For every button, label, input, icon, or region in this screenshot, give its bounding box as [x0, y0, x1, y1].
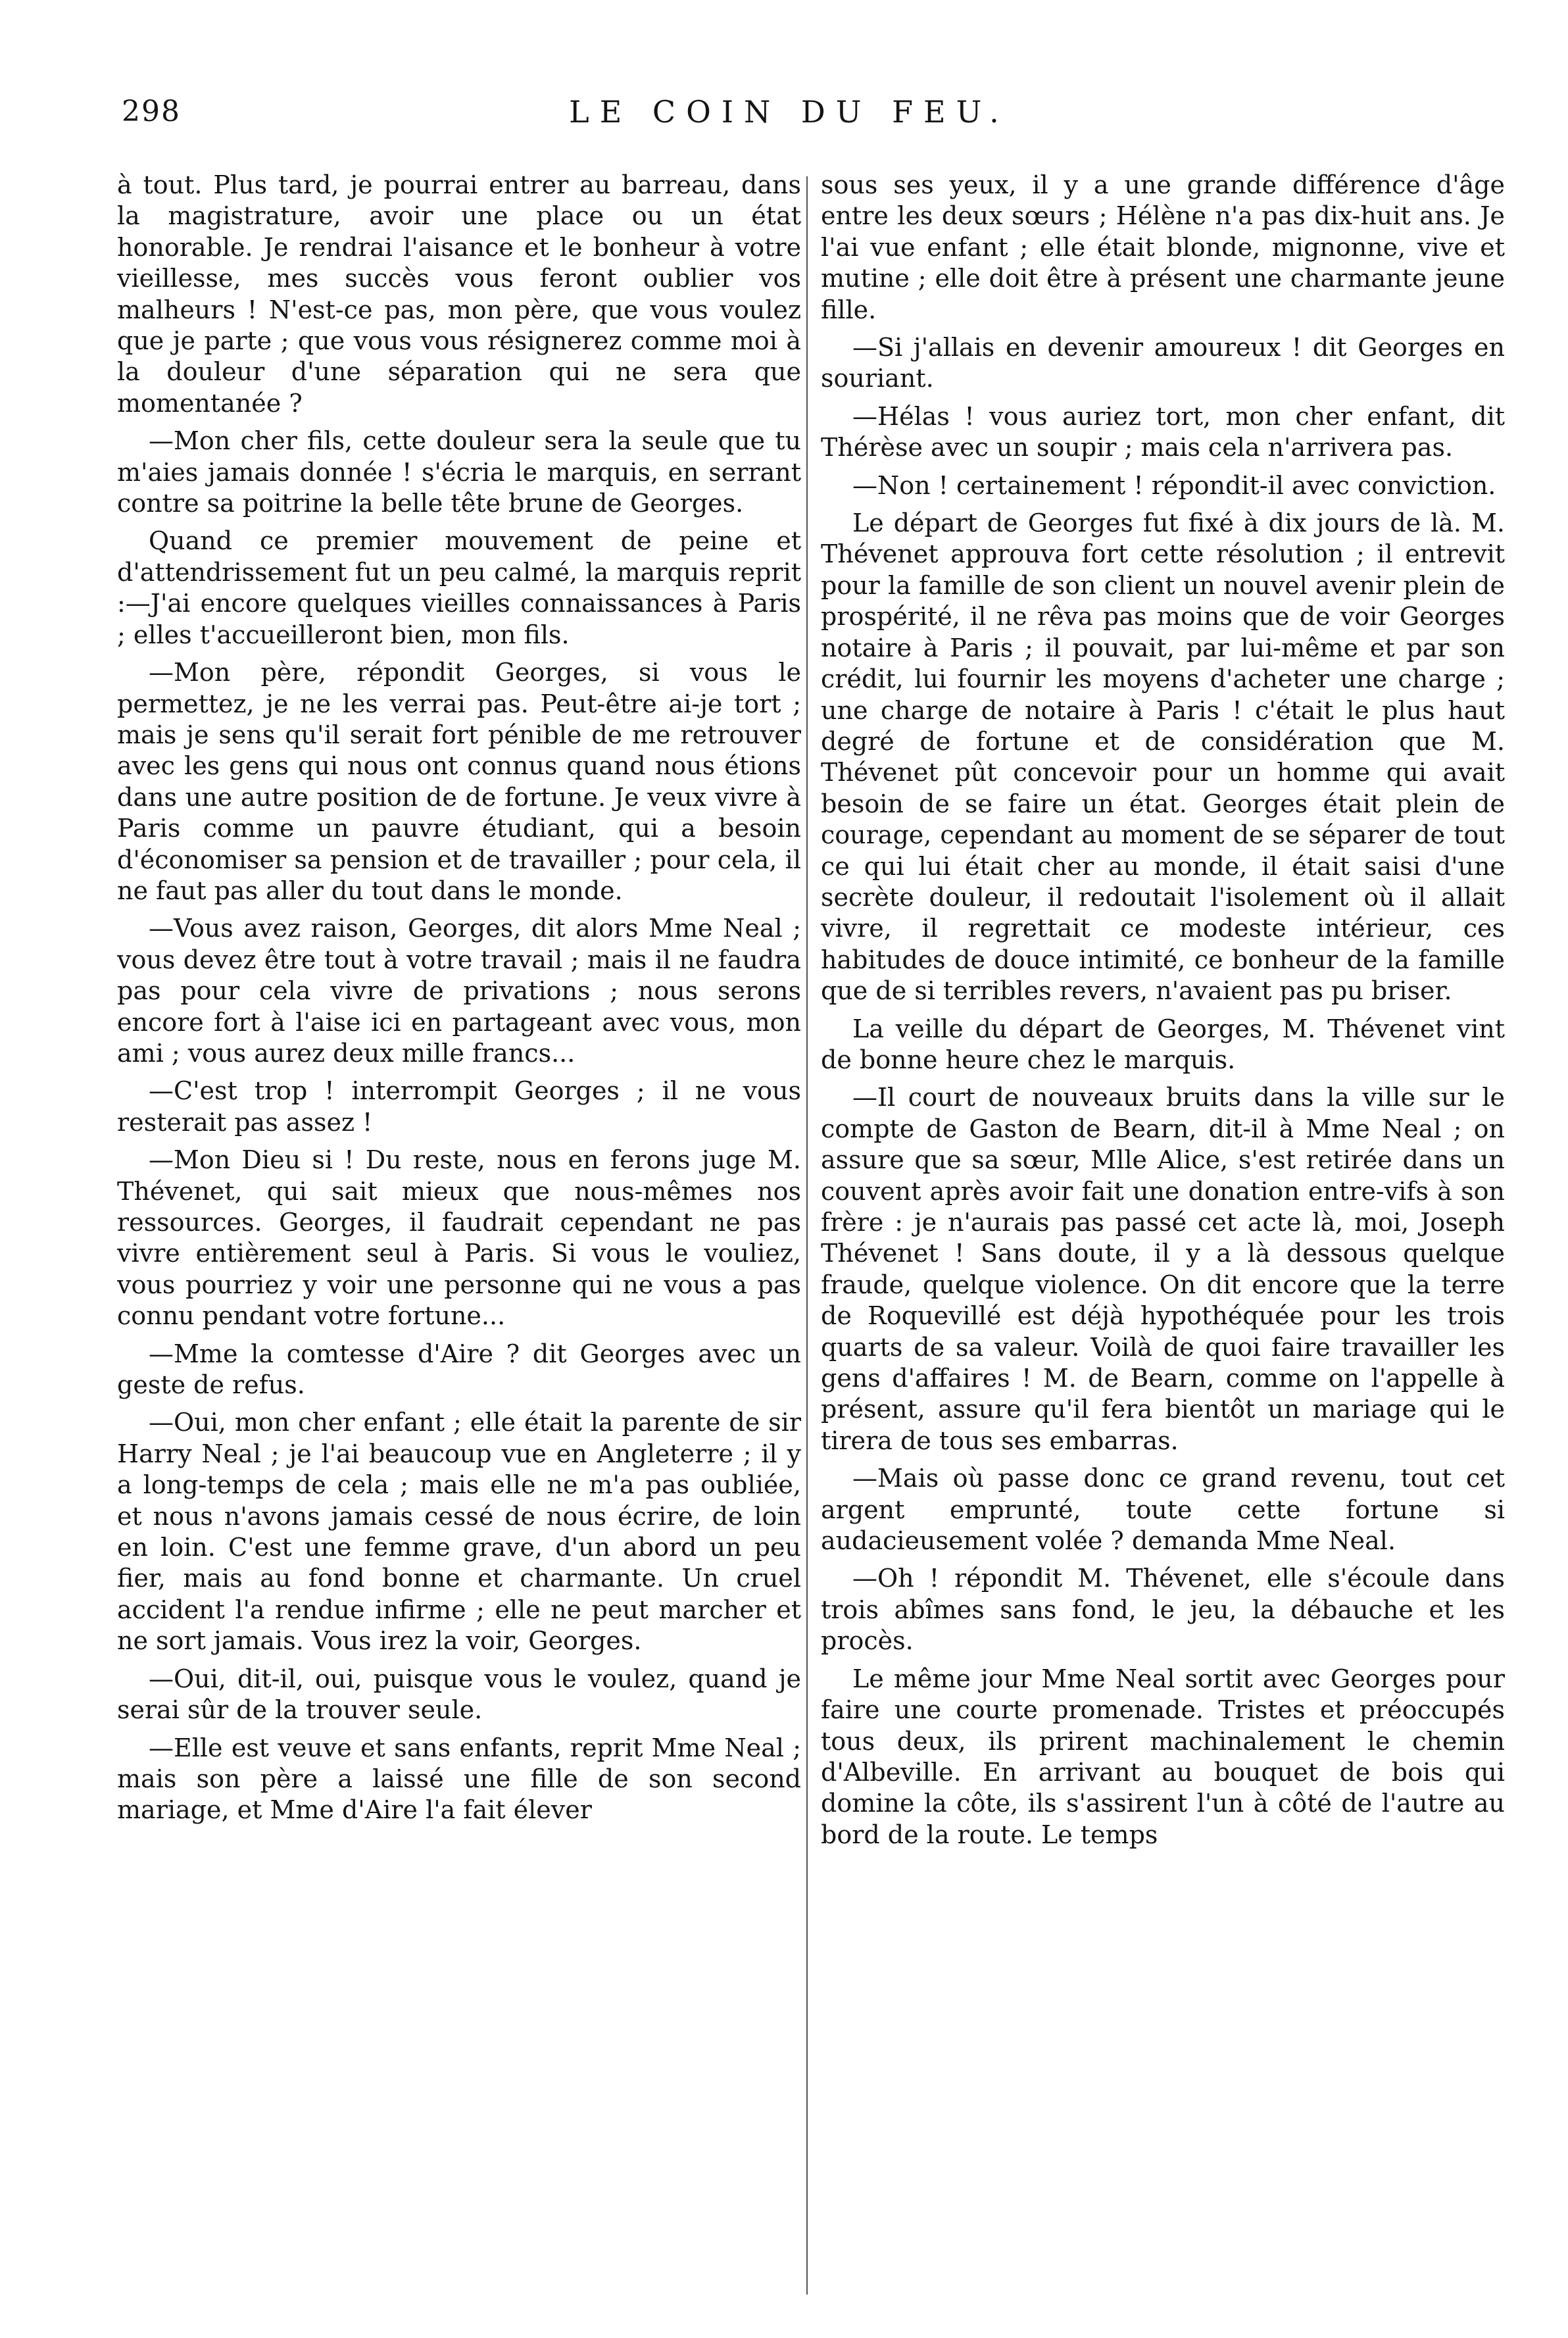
paragraph: —C'est trop ! interrompit Georges ; il ne vous resterait pas assez ! [117, 1076, 801, 1137]
paragraph: —Mais où passe donc ce grand revenu, tout cet argent emprunté, toute cette fortune si audacieusement volée ? demanda Mme Neal. [821, 1464, 1505, 1556]
running-title: LE COIN DU FEU. [569, 94, 1010, 130]
column-divider [806, 176, 808, 2295]
paragraph: —Elle est veuve et sans enfants, reprit Mme Neal ; mais son père a laissé une fille de son second mariage, et Mme d'Aire l'a fait élever [117, 1733, 801, 1825]
right-column [821, 170, 1505, 2314]
paragraph: à tout. Plus tard, je pourrai entrer au barreau, dans la magistrature, avoir une place ou un état honorable. Je rendrai l'aisance et le bonheur à votre vieillesse, mes succès vous feront oublier vos malheurs ! N'est-ce pas, mon père, que vous voulez que je parte ; que vous vous résignerez comme moi à la douleur d'une séparation qui ne sera que momentanée ? [117, 170, 801, 418]
paragraph: La veille du départ de Georges, M. Thévenet vint de bonne heure chez le marquis. [821, 1014, 1505, 1074]
paragraph: —Hélas ! vous auriez tort, mon cher enfant, dit Thérèse avec un soupir ; mais cela n'arrivera pas. [821, 401, 1505, 462]
paragraph: sous ses yeux, il y a une grande différence d'âge entre les deux sœurs ; Hélène n'a pas dix-huit ans. Je l'ai vue enfant ; elle était blonde, mignonne, vive et mutine ; elle doit être à présent une charmante jeune fille. [821, 170, 1505, 324]
paragraph: —Vous avez raison, Georges, dit alors Mme Neal ; vous devez être tout à votre travail ; mais il ne faudra pas pour cela vivre de privations ; nous serons encore fort à l'aise ici en partageant avec vous, mon ami ; vous aurez deux mille francs... [117, 914, 801, 1068]
paragraph: —Mme la comtesse d'Aire ? dit Georges avec un geste de refus. [117, 1339, 801, 1400]
paragraph: —Non ! certainement ! répondit-il avec conviction. [852, 470, 1496, 500]
paragraph: —Si j'allais en devenir amoureux ! dit Georges en souriant. [821, 333, 1505, 393]
paragraph: —Il court de nouveaux bruits dans la ville sur le compte de Gaston de Bearn, dit-il à Mme Neal ; on assure que sa sœur, Mlle Alice, s'est retirée dans un couvent après avoir fait une donation entre-vifs à son frère : je n'aurais pas passé cet acte là, moi, Joseph Thévenet ! Sans doute, il y a là dessous quelque fraude, quelque violence. On dit encore que la terre de Roquevillé est déjà hypothéquée pour les trois quarts de sa valeur. Voilà de quoi faire travailler les gens d'affaires ! M. de Bearn, comme on l'appelle à présent, assure qu'il fera bientôt un mariage qui le tirera de tous ses embarras. [821, 1083, 1505, 1455]
paragraph: —Oui, dit-il, oui, puisque vous le voulez, quand je serai sûr de la trouver seule. [117, 1664, 801, 1725]
paragraph: Le même jour Mme Neal sortit avec Georges pour faire une courte promenade. Tristes et préoccupés tous deux, ils prirent machinalement le chemin d'Albeville. En arrivant au bouquet de bois qui domine la côte, ils s'assirent l'un à côté de l'autre au bord de la route. Le temps [821, 1664, 1505, 1849]
paragraph: —Oui, mon cher enfant ; elle était la parente de sir Harry Neal ; je l'ai beaucoup vue en Angleterre ; il y a long-temps de cela ; mais elle ne m'a pas oubliée, et nous n'avons jamais cessé de nous écrire, de loin en loin. C'est une femme grave, d'un abord un peu fier, mais au fond bonne et charmante. Un cruel accident l'a rendue infirme ; elle ne peut marcher et ne sort jamais. Vous irez la voir, Georges. [117, 1408, 801, 1656]
paragraph: —Mon père, répondit Georges, si vous le permettez, je ne les verrai pas. Peut-être ai-je tort ; mais je sens qu'il serait fort pénible de me retrouver avec les gens qui nous ont connus quand nous étions dans une autre position de de fortune. Je veux vivre à Paris comme un pauvre étudiant, qui a besoin d'économiser sa pension et de travailler ; pour cela, il ne faut pas aller du tout dans le monde. [117, 658, 801, 905]
left-column [117, 170, 801, 2314]
paragraph: Quand ce premier mouvement de peine et d'attendrissement fut un peu calmé, la marquis reprit :—J'ai encore quelques vieilles connaissances à Paris ; elles t'accueilleront bien, mon fils. [117, 526, 801, 649]
paragraph: —Mon cher fils, cette douleur sera la seule que tu m'aies jamais donnée ! s'écria le marquis, en serrant contre sa poitrine la belle tête brune de Georges. [117, 426, 801, 518]
page-header [122, 92, 1457, 151]
page-number: 298 [122, 95, 181, 128]
paragraph: —Mon Dieu si ! Du reste, nous en ferons juge M. Thévenet, qui sait mieux que nous-mêmes nos ressources. Georges, il faudrait cependant ne pas vivre entièrement seul à Paris. Si vous le vouliez, vous pourriez y voir une personne qui ne vous a pas connu pendant votre fortune... [117, 1145, 801, 1331]
paragraph: Le départ de Georges fut fixé à dix jours de là. M. Thévenet approuva fort cette résolution ; il entrevit pour la famille de son client un nouvel avenir plein de prospérité, il ne rêva pas moins que de voir Georges notaire à Paris ; il pouvait, par lui-même et par son crédit, lui fournir les moyens d'acheter une charge ; une charge de notaire à Paris ! c'était le plus haut degré de fortune et de considération que M. Thévenet pût concevoir pour un homme qui avait besoin de se faire un état. Georges était plein de courage, cependant au moment de se séparer de tout ce qui lui était cher au monde, il était saisi d'une secrète douleur, il redoutait l'isolement où il allait vivre, il regrettait ce modeste intérieur, ces habitudes de douce intimité, ce bonheur de la famille que de si terribles revers, n'avaient pas pu briser. [821, 509, 1505, 1006]
paragraph: —Oh ! répondit M. Thévenet, elle s'écoule dans trois abîmes sans fond, le jeu, la débauche et les procès. [821, 1564, 1505, 1656]
